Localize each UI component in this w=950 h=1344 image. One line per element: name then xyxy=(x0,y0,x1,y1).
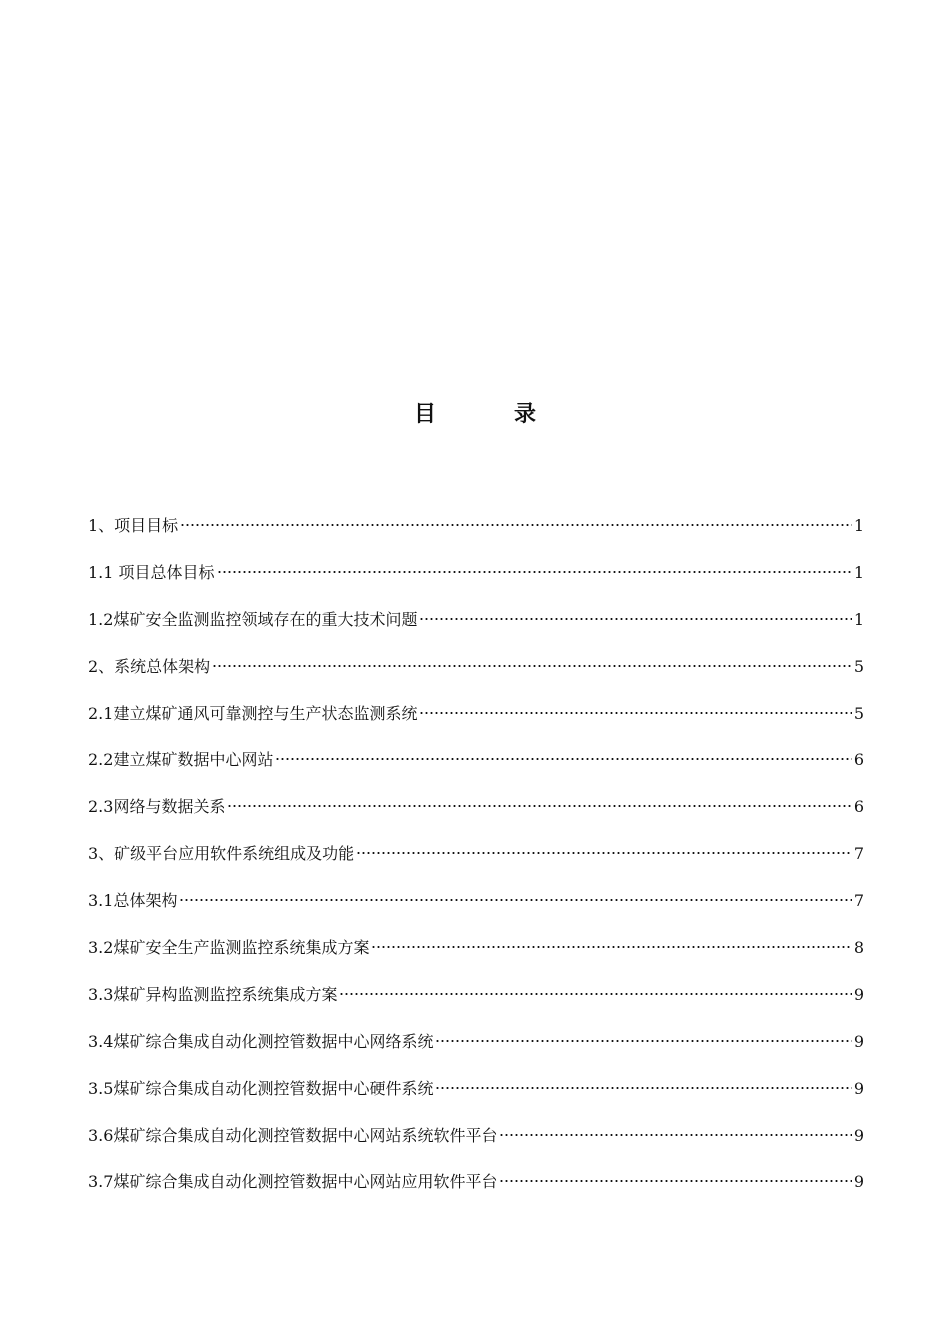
dot-leader xyxy=(227,804,851,808)
toc-entry[interactable] xyxy=(88,838,864,885)
toc-entry-page: 9 xyxy=(853,1031,864,1051)
toc-entry-page: 5 xyxy=(853,656,864,676)
toc-entry[interactable] xyxy=(88,651,864,698)
toc-entry[interactable] xyxy=(88,557,864,604)
toc-entry-text: 2.2建立煤矿数据中心网站 xyxy=(88,750,274,770)
toc-entry-text: 1.1 项目总体目标 xyxy=(88,562,215,582)
dot-leader xyxy=(212,664,852,668)
toc-entry-text: 3.1总体架构 xyxy=(88,891,178,911)
toc-entry[interactable] xyxy=(88,932,864,979)
dot-leader xyxy=(356,851,852,855)
toc-entry[interactable] xyxy=(88,1166,864,1213)
toc-entry[interactable] xyxy=(88,1073,864,1120)
toc-entry-text: 3.6煤矿综合集成自动化测控管数据中心网站系统软件平台 xyxy=(88,1125,498,1145)
dot-leader xyxy=(499,1133,851,1137)
toc-entry-page: 7 xyxy=(853,844,864,864)
toc-entry-text: 1.2煤矿安全监测监控领域存在的重大技术问题 xyxy=(88,609,418,629)
toc-entry-text: 3.7煤矿综合集成自动化测控管数据中心网站应用软件平台 xyxy=(88,1172,498,1192)
dot-leader xyxy=(435,1039,851,1043)
dot-leader xyxy=(217,570,852,574)
toc-entry[interactable] xyxy=(88,604,864,651)
toc-entry-text: 3.5煤矿综合集成自动化测控管数据中心硬件系统 xyxy=(88,1078,434,1098)
toc-entry-page: 6 xyxy=(853,750,864,770)
toc-entry-page: 9 xyxy=(853,1172,864,1192)
toc-entry[interactable] xyxy=(88,744,864,791)
toc-entry-page: 7 xyxy=(853,891,864,911)
toc-entry-text: 2.3网络与数据关系 xyxy=(88,797,226,817)
toc-entry-page: 8 xyxy=(853,938,864,958)
toc-entry-page: 9 xyxy=(853,984,864,1004)
dot-leader xyxy=(499,1179,851,1183)
toc-entry[interactable] xyxy=(88,1120,864,1167)
toc-entry-text: 3、矿级平台应用软件系统组成及功能 xyxy=(88,844,355,864)
toc-entry-text: 3.4煤矿综合集成自动化测控管数据中心网络系统 xyxy=(88,1031,434,1051)
dot-leader xyxy=(419,711,851,715)
toc-entry[interactable] xyxy=(88,885,864,932)
toc-entry[interactable] xyxy=(88,1026,864,1073)
toc-entry[interactable] xyxy=(88,698,864,745)
toc-entry-page: 1 xyxy=(853,562,864,582)
toc-entry-page: 9 xyxy=(853,1125,864,1145)
toc-entry-page: 1 xyxy=(853,609,864,629)
toc-entry-page: 6 xyxy=(853,797,864,817)
toc-entry-page: 1 xyxy=(853,516,864,535)
toc-entry-text: 2.1建立煤矿通风可靠测控与生产状态监测系统 xyxy=(88,703,418,723)
toc-entry-text: 2、系统总体架构 xyxy=(88,656,211,676)
dot-leader xyxy=(180,523,852,527)
toc-entry-text: 3.3煤矿异构监测监控系统集成方案 xyxy=(88,984,338,1004)
dot-leader xyxy=(371,945,851,949)
dot-leader xyxy=(435,1086,851,1090)
dot-leader xyxy=(419,617,851,621)
dot-leader xyxy=(275,757,851,761)
dot-leader xyxy=(179,898,851,902)
toc-entry-page: 9 xyxy=(853,1078,864,1098)
toc-entry-page: 5 xyxy=(853,703,864,723)
toc-entry-text: 1、项目目标 xyxy=(88,516,179,535)
toc-entry-text: 3.2煤矿安全生产监测监控系统集成方案 xyxy=(88,938,370,958)
dot-leader xyxy=(339,992,851,996)
toc-entry[interactable] xyxy=(88,510,864,557)
toc-title: 目 录 xyxy=(413,401,564,427)
toc-list xyxy=(88,510,864,1213)
toc-entry[interactable] xyxy=(88,791,864,838)
toc-entry[interactable] xyxy=(88,979,864,1026)
